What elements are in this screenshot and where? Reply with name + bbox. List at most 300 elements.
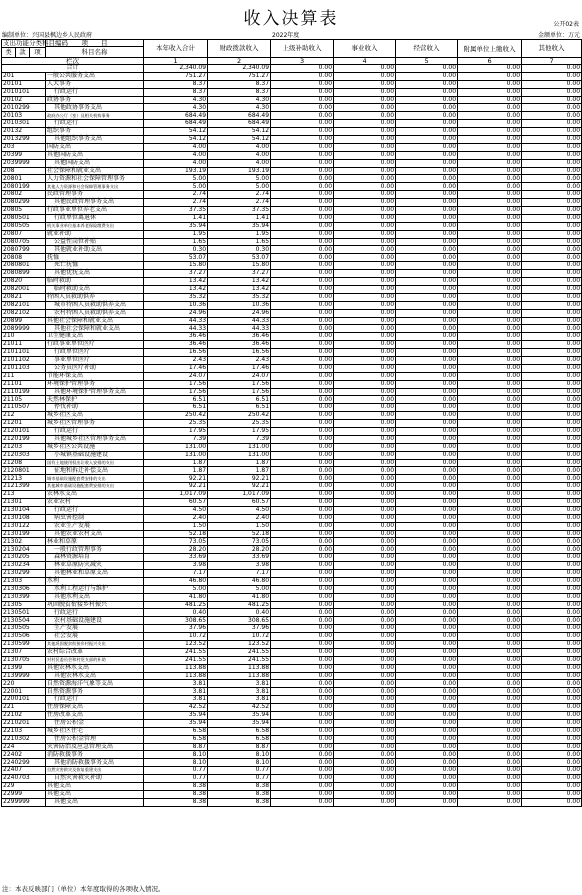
table-row <box>2 104 582 112</box>
subject-name: 国防支出 <box>46 143 144 151</box>
amount-cell: 8.38 <box>144 790 208 798</box>
table-row <box>2 625 582 633</box>
amount-cell: 751.27 <box>144 72 208 80</box>
amount-cell: 0.00 <box>334 270 396 278</box>
amount-cell: 28.20 <box>144 546 208 554</box>
subject-name: 组织事务 <box>46 128 144 136</box>
table-row <box>2 633 582 641</box>
amount-cell: 0.00 <box>522 506 582 514</box>
amount-cell: 0.00 <box>271 254 334 262</box>
amount-cell: 0.00 <box>334 475 396 483</box>
subject-code: 203 <box>2 143 46 151</box>
table-row <box>2 735 582 743</box>
subject-code: 2130504 <box>2 617 46 625</box>
amount-cell: 0.00 <box>334 222 396 230</box>
amount-cell: 0.00 <box>271 301 334 309</box>
subject-code: 2130299 <box>2 570 46 578</box>
amount-cell: 0.00 <box>334 656 396 664</box>
amount-cell: 193.19 <box>208 167 271 175</box>
amount-cell: 0.00 <box>396 451 458 459</box>
amount-cell: 2.74 <box>208 199 271 207</box>
amount-cell: 37.27 <box>208 270 271 278</box>
amount-cell: 0.00 <box>271 775 334 783</box>
amount-cell: 131.00 <box>144 443 208 451</box>
amount-cell: 0.00 <box>522 183 582 191</box>
amount-cell: 13.42 <box>208 278 271 286</box>
amount-cell: 0.00 <box>271 80 334 88</box>
amount-cell: 113.88 <box>144 672 208 680</box>
amount-cell: 0.00 <box>271 404 334 412</box>
amount-cell: 0.00 <box>522 633 582 641</box>
subject-name: 森林资源培育 <box>46 554 144 562</box>
amount-cell: 0.00 <box>458 546 522 554</box>
amount-cell: 0.00 <box>458 727 522 735</box>
amount-cell: 0.00 <box>458 483 522 491</box>
amount-cell: 0.00 <box>396 246 458 254</box>
total-value: 0.00 <box>334 65 396 73</box>
amount-cell: 241.55 <box>144 656 208 664</box>
amount-cell: 54.12 <box>144 128 208 136</box>
amount-cell: 37.27 <box>144 270 208 278</box>
subject-code: 22102 <box>2 712 46 720</box>
col-num-4: 4 <box>334 58 396 65</box>
subject-name: 对村民委员会和村党支部的补助 <box>46 656 144 664</box>
amount-cell: 0.00 <box>458 175 522 183</box>
amount-cell: 60.57 <box>208 498 271 506</box>
amount-cell: 0.00 <box>522 412 582 420</box>
table-row <box>2 775 582 783</box>
amount-cell: 0.00 <box>334 467 396 475</box>
amount-cell: 0.00 <box>271 293 334 301</box>
col-num-6: 6 <box>458 58 522 65</box>
form-code: 公开02表 <box>553 21 579 28</box>
amount-cell: 0.30 <box>208 246 271 254</box>
amount-cell: 0.00 <box>271 656 334 664</box>
amount-cell: 684.49 <box>144 120 208 128</box>
subject-name: 政协事务 <box>46 96 144 104</box>
amount-cell: 73.05 <box>208 538 271 546</box>
amount-cell: 0.00 <box>396 656 458 664</box>
amount-cell: 0.00 <box>458 751 522 759</box>
amount-cell: 0.00 <box>334 325 396 333</box>
amount-cell: 17.56 <box>208 388 271 396</box>
amount-cell: 0.77 <box>208 767 271 775</box>
amount-cell: 0.00 <box>458 641 522 649</box>
amount-cell: 0.00 <box>271 743 334 751</box>
amount-cell: 0.00 <box>396 238 458 246</box>
amount-cell: 6.58 <box>208 727 271 735</box>
amount-cell: 0.00 <box>271 735 334 743</box>
unit-label: 编制单位：兴国县枫边乡人民政府 <box>2 32 93 39</box>
amount-cell: 4.00 <box>144 151 208 159</box>
subject-code: 2039999 <box>2 159 46 167</box>
subject-code: 2080505 <box>2 222 46 230</box>
amount-cell: 0.00 <box>458 262 522 270</box>
amount-cell: 92.21 <box>144 483 208 491</box>
subject-name: 征地和拆迁补偿支出 <box>46 467 144 475</box>
amount-cell: 0.00 <box>271 143 334 151</box>
amount-cell: 0.00 <box>458 317 522 325</box>
amount-cell: 0.00 <box>396 143 458 151</box>
amount-cell: 4.00 <box>208 159 271 167</box>
amount-cell: 0.00 <box>271 356 334 364</box>
amount-cell: 0.00 <box>522 143 582 151</box>
amount-cell: 0.00 <box>458 712 522 720</box>
amount-cell: 0.00 <box>334 783 396 791</box>
amount-cell: 0.00 <box>522 672 582 680</box>
amount-cell: 0.00 <box>522 783 582 791</box>
amount-cell: 13.42 <box>144 285 208 293</box>
amount-cell: 35.94 <box>208 719 271 727</box>
amount-cell: 1.65 <box>144 238 208 246</box>
amount-cell: 8.10 <box>208 751 271 759</box>
amount-cell: 35.32 <box>208 293 271 301</box>
amount-cell: 0.00 <box>334 751 396 759</box>
amount-cell: 5.00 <box>208 183 271 191</box>
amount-cell: 4.30 <box>144 96 208 104</box>
table-row <box>2 672 582 680</box>
subject-name: 其他民政管理事务支出 <box>46 199 144 207</box>
amount-cell: 0.00 <box>458 625 522 633</box>
col-header-7: 其他收入 <box>522 40 582 58</box>
table-row <box>2 88 582 96</box>
amount-cell: 0.00 <box>458 530 522 538</box>
amount-cell: 0.00 <box>334 664 396 672</box>
item-header: 项 目 <box>46 40 144 47</box>
amount-cell: 0.00 <box>334 712 396 720</box>
subject-code: 2110199 <box>2 388 46 396</box>
amount-cell: 24.96 <box>144 309 208 317</box>
amount-cell: 0.00 <box>458 104 522 112</box>
subject-name: 行政运行 <box>46 120 144 128</box>
amount-cell: 0.00 <box>396 333 458 341</box>
amount-cell: 0.00 <box>396 388 458 396</box>
lanci-header: 栏次 <box>2 58 144 65</box>
amount-cell: 73.05 <box>144 538 208 546</box>
amount-cell: 10.36 <box>144 301 208 309</box>
amount-cell: 0.00 <box>522 664 582 672</box>
table-row <box>2 759 582 767</box>
subject-code: 2101101 <box>2 349 46 357</box>
amount-cell: 6.51 <box>144 404 208 412</box>
amount-cell: 0.00 <box>458 743 522 751</box>
subject-code: 224 <box>2 743 46 751</box>
subject-name: 行政事业单位养老支出 <box>46 207 144 215</box>
amount-cell: 0.00 <box>522 112 582 120</box>
amount-cell: 46.80 <box>208 577 271 585</box>
amount-cell: 0.00 <box>458 151 522 159</box>
amount-cell: 0.00 <box>334 759 396 767</box>
subject-code: 21301 <box>2 498 46 506</box>
amount-cell: 25.35 <box>208 420 271 428</box>
amount-cell: 0.00 <box>522 514 582 522</box>
amount-cell: 0.00 <box>522 270 582 278</box>
subject-code: 2240703 <box>2 775 46 783</box>
amount-cell: 0.00 <box>522 798 582 806</box>
amount-cell: 0.00 <box>522 246 582 254</box>
table-row <box>2 96 582 104</box>
amount-cell: 44.33 <box>144 325 208 333</box>
amount-cell: 0.00 <box>334 238 396 246</box>
amount-cell: 1.87 <box>144 467 208 475</box>
subject-code: 21203 <box>2 443 46 451</box>
subject-name: 农林水支出 <box>46 491 144 499</box>
amount-cell: 131.00 <box>208 443 271 451</box>
amount-cell: 0.00 <box>522 175 582 183</box>
amount-cell: 0.00 <box>271 96 334 104</box>
amount-cell: 0.00 <box>334 727 396 735</box>
amount-cell: 0.00 <box>522 641 582 649</box>
amount-cell: 0.00 <box>271 783 334 791</box>
amount-cell: 0.00 <box>334 372 396 380</box>
subject-name: 住房保障支出 <box>46 704 144 712</box>
col-header-6: 附属单位上缴收入 <box>458 40 522 58</box>
amount-cell: 0.00 <box>271 688 334 696</box>
amount-cell: 0.00 <box>458 230 522 238</box>
amount-cell: 4.00 <box>144 143 208 151</box>
amount-cell: 0.00 <box>458 293 522 301</box>
subject-code: 2130599 <box>2 641 46 649</box>
amount-cell: 0.00 <box>522 570 582 578</box>
amount-cell: 0.00 <box>458 475 522 483</box>
amount-cell: 8.38 <box>208 798 271 806</box>
amount-cell: 92.21 <box>208 475 271 483</box>
subject-code: 20899 <box>2 317 46 325</box>
amount-cell: 0.00 <box>334 514 396 522</box>
amount-cell: 193.19 <box>144 167 208 175</box>
subject-code: 2080801 <box>2 262 46 270</box>
amount-cell: 16.56 <box>208 349 271 357</box>
class-header: 类 <box>2 48 16 58</box>
amount-cell: 0.00 <box>334 278 396 286</box>
amount-cell: 0.00 <box>271 593 334 601</box>
amount-cell: 0.00 <box>458 143 522 151</box>
amount-cell: 0.00 <box>522 356 582 364</box>
subject-code-header: 支出功能分类科目编码 <box>3 39 68 47</box>
table-row <box>2 372 582 380</box>
amount-cell: 0.00 <box>396 664 458 672</box>
subject-code: 2080501 <box>2 214 46 222</box>
amount-cell: 1,017.09 <box>208 491 271 499</box>
amount-cell: 0.00 <box>458 688 522 696</box>
amount-cell: 2.43 <box>144 356 208 364</box>
amount-cell: 0.00 <box>334 207 396 215</box>
amount-cell: 0.00 <box>271 333 334 341</box>
amount-cell: 4.30 <box>208 96 271 104</box>
amount-cell: 0.00 <box>334 506 396 514</box>
amount-cell: 0.00 <box>522 601 582 609</box>
total-value: 0.00 <box>522 65 582 73</box>
amount-cell: 0.00 <box>522 293 582 301</box>
table-row <box>2 656 582 664</box>
amount-cell: 0.00 <box>271 412 334 420</box>
amount-cell: 0.00 <box>271 270 334 278</box>
subject-name: 其他社会保障和就业支出 <box>46 317 144 325</box>
amount-cell: 0.00 <box>271 451 334 459</box>
amount-cell: 6.51 <box>208 396 271 404</box>
table-row <box>2 743 582 751</box>
amount-cell: 0.00 <box>334 688 396 696</box>
amount-cell: 0.00 <box>334 735 396 743</box>
amount-cell: 24.96 <box>208 309 271 317</box>
amount-cell: 113.88 <box>208 672 271 680</box>
subject-code: 2082001 <box>2 285 46 293</box>
subject-name: 天然林保护 <box>46 396 144 404</box>
amount-cell: 0.00 <box>334 262 396 270</box>
amount-cell: 0.00 <box>396 120 458 128</box>
amount-cell: 92.21 <box>144 475 208 483</box>
amount-cell: 0.00 <box>522 530 582 538</box>
amount-cell: 0.00 <box>522 609 582 617</box>
amount-cell: 0.00 <box>522 207 582 215</box>
amount-cell: 0.00 <box>334 617 396 625</box>
year-label: 2022年度 <box>272 32 300 39</box>
amount-cell: 17.56 <box>208 380 271 388</box>
subject-code: 22407 <box>2 767 46 775</box>
amount-cell: 0.00 <box>396 577 458 585</box>
amount-cell: 0.00 <box>396 609 458 617</box>
amount-cell: 0.00 <box>334 128 396 136</box>
amount-cell: 0.00 <box>458 467 522 475</box>
amount-cell: 0.00 <box>522 396 582 404</box>
amount-cell: 0.00 <box>334 254 396 262</box>
amount-cell: 10.72 <box>208 633 271 641</box>
amount-cell: 0.00 <box>396 554 458 562</box>
amount-cell: 0.00 <box>334 790 396 798</box>
amount-cell: 0.00 <box>458 159 522 167</box>
amount-cell: 0.00 <box>396 743 458 751</box>
amount-cell: 0.00 <box>458 199 522 207</box>
income-table <box>1 39 582 807</box>
amount-cell: 25.35 <box>144 420 208 428</box>
amount-cell: 0.00 <box>271 719 334 727</box>
amount-cell: 37.35 <box>144 207 208 215</box>
amount-cell: 17.95 <box>208 427 271 435</box>
amount-cell: 4.50 <box>144 506 208 514</box>
amount-cell: 0.00 <box>334 356 396 364</box>
amount-cell: 241.55 <box>208 648 271 656</box>
amount-cell: 0.00 <box>396 798 458 806</box>
amount-cell: 0.00 <box>522 790 582 798</box>
subject-code: 21302 <box>2 538 46 546</box>
currency-label: 金额单位：万元 <box>537 32 580 39</box>
subject-code: 22402 <box>2 751 46 759</box>
subject-code: 2130205 <box>2 554 46 562</box>
amount-cell: 0.00 <box>396 491 458 499</box>
amount-cell: 123.52 <box>144 641 208 649</box>
amount-cell: 3.81 <box>144 680 208 688</box>
table-row <box>2 420 582 428</box>
amount-cell: 0.00 <box>271 222 334 230</box>
amount-cell: 0.00 <box>396 498 458 506</box>
subject-name: 一般行政管理事务 <box>46 546 144 554</box>
amount-cell: 0.00 <box>334 143 396 151</box>
subject-name: 政府办公厅（室）及相关机构事务 <box>46 112 144 120</box>
subject-name: 国有土地使用权出让收入安排的支出 <box>46 459 144 467</box>
amount-cell: 0.40 <box>208 609 271 617</box>
subject-code: 20802 <box>2 191 46 199</box>
total-value: 0.00 <box>396 65 458 73</box>
amount-cell: 5.00 <box>144 175 208 183</box>
subject-code: 221 <box>2 704 46 712</box>
amount-cell: 0.00 <box>396 175 458 183</box>
subject-name: 公益性岗位补贴 <box>46 238 144 246</box>
table-row <box>2 585 582 593</box>
subject-name: 行政运行 <box>46 506 144 514</box>
amount-cell: 3.98 <box>144 562 208 570</box>
subject-code: 2120199 <box>2 435 46 443</box>
amount-cell: 8.37 <box>208 88 271 96</box>
amount-cell: 0.00 <box>522 704 582 712</box>
table-row <box>2 317 582 325</box>
amount-cell: 0.00 <box>522 656 582 664</box>
amount-cell: 60.57 <box>144 498 208 506</box>
subject-name: 机关事业单位基本养老保险缴费支出 <box>46 222 144 230</box>
amount-cell: 0.00 <box>271 88 334 96</box>
subject-code: 2130501 <box>2 609 46 617</box>
amount-cell: 0.00 <box>396 420 458 428</box>
amount-cell: 0.00 <box>458 443 522 451</box>
amount-cell: 0.00 <box>334 191 396 199</box>
amount-cell: 8.37 <box>144 88 208 96</box>
amount-cell: 0.00 <box>396 262 458 270</box>
amount-cell: 4.00 <box>208 151 271 159</box>
subject-name: 农业农村 <box>46 498 144 506</box>
amount-cell: 1.95 <box>144 230 208 238</box>
amount-cell: 0.00 <box>458 412 522 420</box>
amount-cell: 0.00 <box>396 680 458 688</box>
amount-cell: 0.30 <box>144 246 208 254</box>
subject-code: 20101 <box>2 80 46 88</box>
amount-cell: 0.00 <box>334 72 396 80</box>
total-label: 合计 <box>2 65 144 73</box>
amount-cell: 0.00 <box>396 88 458 96</box>
amount-cell: 0.00 <box>458 222 522 230</box>
meta-line <box>2 30 580 39</box>
table-row <box>2 593 582 601</box>
amount-cell: 0.00 <box>458 270 522 278</box>
amount-cell: 4.30 <box>144 104 208 112</box>
amount-cell: 0.00 <box>271 727 334 735</box>
subject-name: 社会发展 <box>46 633 144 641</box>
amount-cell: 0.00 <box>458 719 522 727</box>
amount-cell: 0.00 <box>271 609 334 617</box>
amount-cell: 0.00 <box>271 459 334 467</box>
amount-cell: 0.00 <box>396 617 458 625</box>
amount-cell: 0.00 <box>334 546 396 554</box>
amount-cell: 0.00 <box>458 664 522 672</box>
amount-cell: 250.42 <box>208 412 271 420</box>
subject-code: 20132 <box>2 128 46 136</box>
amount-cell: 0.00 <box>458 191 522 199</box>
subject-name: 其他就业补助支出 <box>46 246 144 254</box>
amount-cell: 0.00 <box>396 270 458 278</box>
col-header-3: 上级补助收入 <box>271 40 334 58</box>
amount-cell: 0.00 <box>522 199 582 207</box>
subject-code: 2082102 <box>2 309 46 317</box>
amount-cell: 0.00 <box>271 151 334 159</box>
amount-cell: 3.81 <box>144 688 208 696</box>
amount-cell: 6.51 <box>144 396 208 404</box>
amount-cell: 0.00 <box>271 704 334 712</box>
subject-code: 201 <box>2 72 46 80</box>
amount-cell: 0.00 <box>458 506 522 514</box>
amount-cell: 0.00 <box>458 790 522 798</box>
amount-cell: 36.46 <box>144 341 208 349</box>
amount-cell: 0.00 <box>396 735 458 743</box>
amount-cell: 0.00 <box>271 633 334 641</box>
amount-cell: 0.00 <box>522 136 582 144</box>
